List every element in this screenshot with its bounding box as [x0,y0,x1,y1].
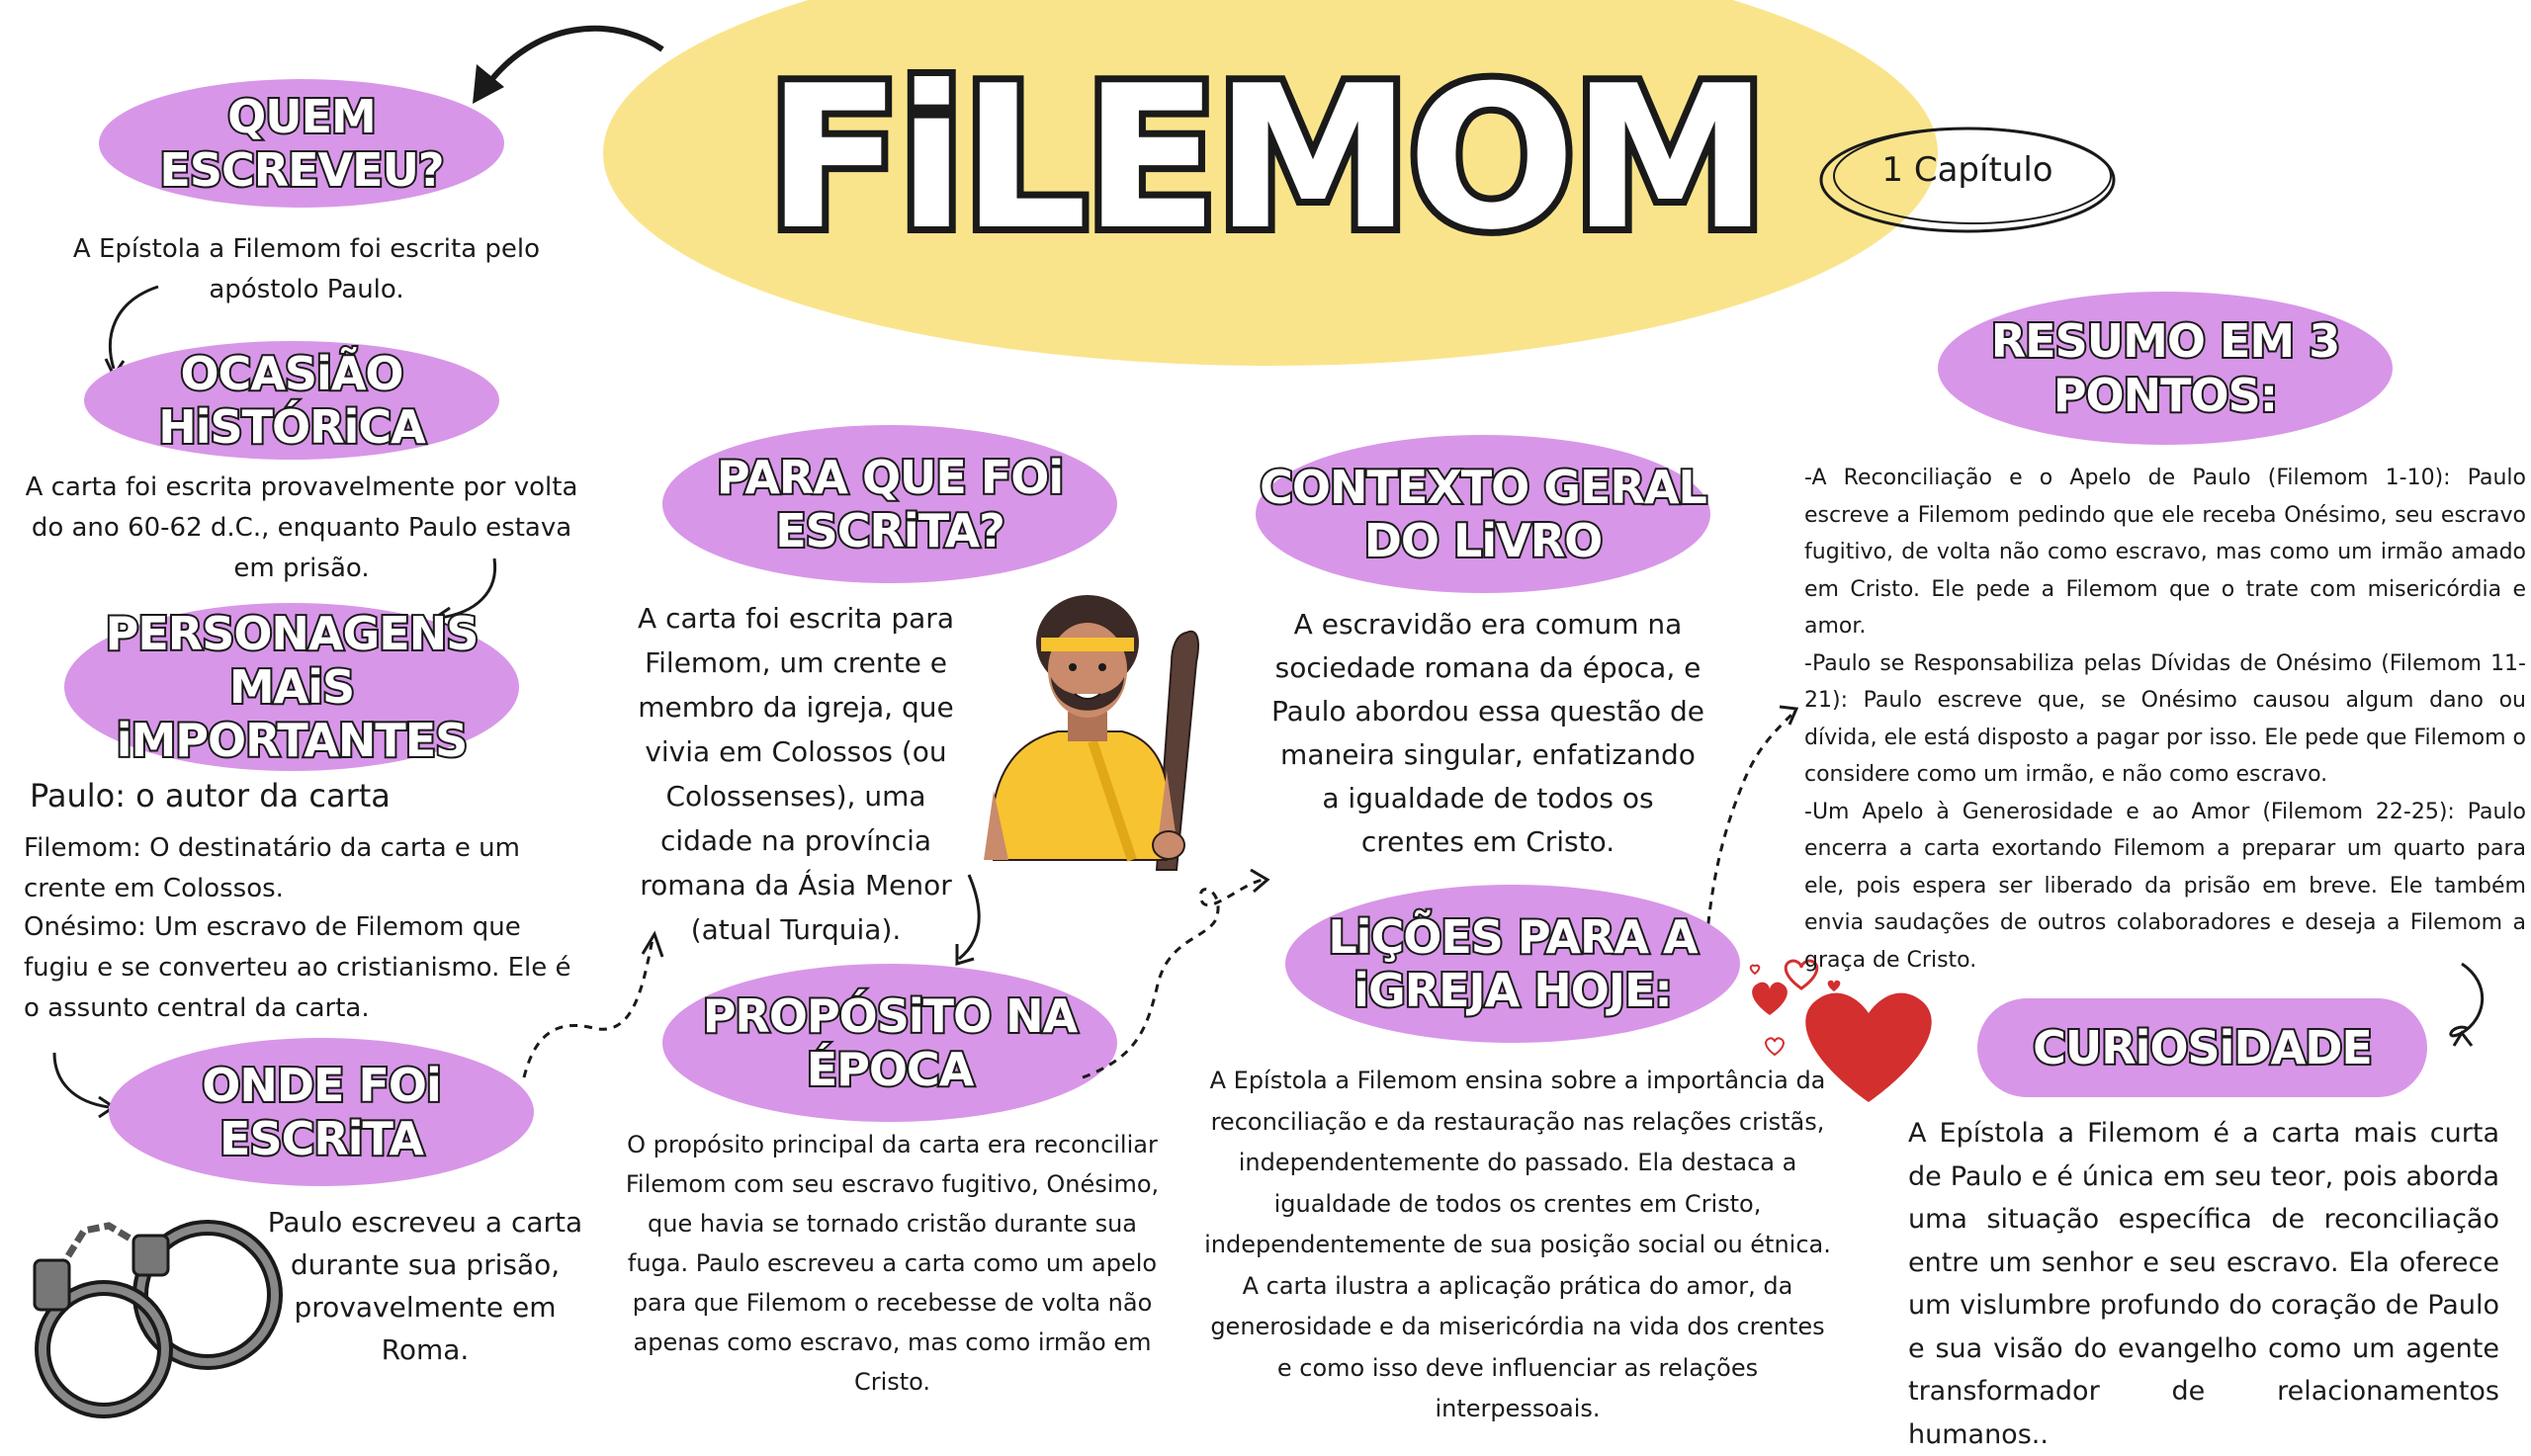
heading-quem-escreveu: QUEM ESCREVEU? [99,79,504,208]
resumo-point-1: -A Reconciliação e o Apelo de Paulo (Filemom 1-10): Paulo escreve a Filemom pedindo que ele receba Onésimo, seu escravo fugitivo, de volta não como escravo, mas como um irmão amado em Cristo. Ele pede a Filemom que o trate com misericórdia e amor. [1804,466,2526,639]
heading-onde-foi-escrita: ONDE FOi ESCRiTA [109,1038,534,1186]
text-ocasiao-historica: A carta foi escrita provavelmente por volta do ano 60-62 d.C., enquanto Paulo estava em prisão. [25,472,578,583]
text-filemom: Filemom: O destinatário da carta e um crente em Colossos. [24,833,520,903]
philemon-illustration [974,593,1221,870]
heading-ocasiao-historica: OCASiÃO HiSTÓRiCA [84,341,499,460]
heading-contexto-geral: CONTEXTO GERAL DO LiVRO [1256,435,1710,593]
text-paulo: Paulo: o autor da carta [30,777,391,814]
arrow-para-to-proposito [939,870,999,969]
text-proposito-na-epoca: O propósito principal da carta era reconciliar Filemom com seu escravo fugitivo, Onésimo, que havia se tornado cristão durante sua fuga. Paulo escreveu a carta como um apelo para que Filemom o recebesse de volta não apenas como escravo, mas como irmão em Cristo. [625,1131,1160,1396]
heading-personagens: PERSONAGENS MAiS iMPORTANTES [64,603,519,771]
text-resumo [1804,460,2526,979]
heading-licoes: LiÇÕES PARA A iGREJA HOJE: [1285,885,1740,1043]
chapter-badge: 1 Capítulo [1881,150,2053,190]
resumo-point-2: -Paulo se Responsabiliza pelas Dívidas de Onésimo (Filemom 11-21): Paulo escreve que, se Onésimo causou algum dano ou dívida, ele está disposto a pagar por isso. Ele pede que Filemom o considere como um irmão, e não como escravo. [1804,650,2526,787]
text-licoes: A Epístola a Filemom ensina sobre a importância da reconciliação e da restauração nas relações cristãs, independentemente do passado. Ela destaca a igualdade de todos os crentes em Cristo, independentemente de sua posição social ou étnica. A carta ilustra a aplicação prática do amor, da generosidade e da misericórdia na vida dos crentes e como isso deve influenciar as relações interpessoais. [1204,1067,1831,1422]
text-curiosidade: A Epístola a Filemom é a carta mais curta de Paulo e é única em seu teor, pois aborda uma situação específica de reconciliação entre um senhor e seu escravo. Ela oferece um vislumbre profundo do coração de Paulo e sua visão do evangelho como um agente transformador de relacionamentos humanos.. [1908,1118,2499,1450]
text-onesimo: Onésimo: Um escravo de Filemom que fugiu e se converteu ao cristianismo. Ele é o assunto central da carta. [24,912,571,1023]
text-quem-escreveu: A Epístola a Filemom foi escrita pelo apóstolo Paulo. [72,234,541,304]
dashed-arrow-onde-to-para [514,929,662,1087]
arrow-to-curiosidade [2432,959,2491,1058]
heading-para-que-foi-escrita: PARA QUE FOi ESCRiTA? [662,425,1117,583]
text-para-que-foi-escrita: A carta foi escrita para Filemom, um crente e membro da igreja, que vivia em Colossos (ou Colossenses), uma cidade na província romana da Ásia Menor (atual Turquia). [638,602,954,946]
page-title [766,30,1765,287]
text-onde-foi-escrita: Paulo escreveu a carta durante sua prisão, provavelmente em Roma. [267,1206,583,1366]
resumo-point-3: -Um Apelo à Generosidade e ao Amor (Filemom 22-25): Paulo encerra a carta exortando Filemom a preparar um quarto para ele, pois espera ser liberado da prisão em breve. Ele também envia saudações de outros colaboradores e deseja a Filemom a graça de Cristo. [1804,799,2526,973]
dashed-arrow-licoes-to-resumo [1701,692,1799,959]
text-contexto-geral: A escravidão era comum na sociedade romana da época, e Paulo abordou essa questão de maneira singular, enfatizando a igualdade de todos os crentes em Cristo. [1271,608,1704,858]
heading-proposito-na-epoca: PROPÓSiTO NA ÉPOCA [662,964,1117,1122]
handcuffs-icon [30,1201,267,1418]
dashed-arrow-proposito-to-contexto [1078,860,1275,1087]
heading-curiosidade: CURiOSiDADE [1977,998,2427,1097]
page-title-text: FiLEMOM [766,43,1765,274]
heading-resumo: RESUMO EM 3 PONTOS: [1938,292,2393,445]
